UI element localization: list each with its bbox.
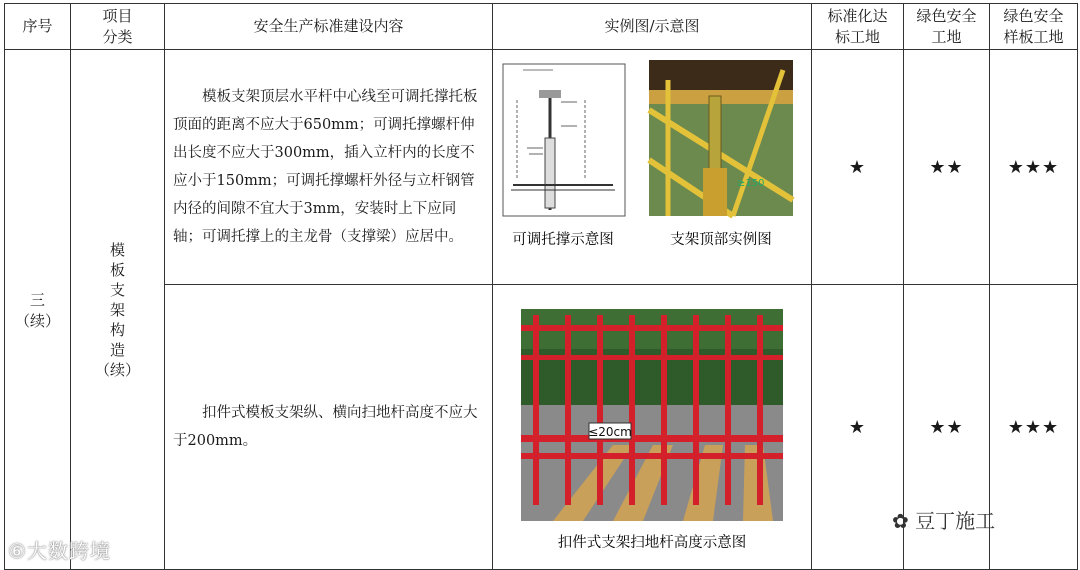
- level2-rating: ★★: [904, 50, 990, 285]
- caption-diagram: 可调托撑示意图: [512, 232, 614, 248]
- scaffold-pipe: [565, 315, 571, 505]
- level3-rating: ★★★: [990, 285, 1078, 570]
- header-example: 实例图/示意图: [493, 4, 812, 50]
- category-char: 造: [109, 340, 125, 359]
- scaffold-pipe: [757, 315, 763, 505]
- standards-table: [4, 3, 1078, 570]
- wechat-icon: ✿: [892, 509, 909, 533]
- category-char: 板: [109, 260, 125, 279]
- watermark-right-text: 豆丁施工: [915, 509, 996, 533]
- table-row: [5, 50, 1078, 285]
- section-number: 三 （续）: [5, 50, 71, 570]
- scaffold-pipe: [597, 315, 603, 505]
- example-cell: [493, 285, 812, 570]
- requirement-cell: [165, 285, 493, 570]
- category-char: 支: [109, 280, 125, 299]
- requirement-cell: [165, 50, 493, 285]
- support-top-photo: [649, 60, 793, 216]
- category-char: 构: [109, 320, 125, 339]
- level1-rating: ★: [812, 285, 904, 570]
- header-level1: 标准化达标工地: [812, 4, 904, 50]
- header-level3: 绿色安全样板工地: [990, 4, 1078, 50]
- support-diagram: [503, 64, 625, 216]
- level3-rating: ★★★: [990, 50, 1078, 285]
- header-level2: 绿色安全工地: [904, 4, 990, 50]
- scaffold-pipe: [693, 315, 699, 505]
- caption-sweeping-rod: 扣件式支架扫地杆高度示意图: [557, 535, 747, 551]
- example-figures: [493, 50, 811, 284]
- category-char: 架: [109, 300, 125, 319]
- scaffold-pipe: [725, 315, 731, 505]
- svg-text:≥150: ≥150: [737, 178, 765, 189]
- category-char: （续）: [94, 360, 140, 379]
- category-text: [71, 240, 164, 380]
- scaffold-pipe: [533, 315, 539, 505]
- requirement-text: 扣件式模板支架纵、横向扫地杆高度不应大于200mm。: [173, 405, 478, 449]
- sweeping-rod-render: [521, 309, 783, 521]
- requirement-text: 模板支架顶层水平杆中心线至可调托撑托板顶面的距离不应大于650mm；可调托撑螺杆伸出长度不应大于300mm，插入立杆内的长度不应小于150mm；可调托撑螺杆外径与立杆钢管内径的间隙不宜大于3mm，安装时上下应同轴；可调托撑上的主龙骨（支撑梁）应居中。: [173, 89, 478, 245]
- category-cell: [71, 50, 165, 570]
- header-category: 项目分类: [71, 4, 165, 50]
- caption-photo: 支架顶部实例图: [670, 232, 772, 248]
- scaffold-pipe: [661, 315, 667, 505]
- category-char: 模: [109, 240, 125, 259]
- watermark-left: ⑥大数跨境: [8, 539, 111, 563]
- example-cell: [493, 50, 812, 285]
- level1-rating: ★: [812, 50, 904, 285]
- scaffold-pipe: [629, 315, 635, 505]
- header-no: 序号: [5, 4, 71, 50]
- header-content: 安全生产标准建设内容: [165, 4, 493, 50]
- watermark-right: [892, 505, 995, 534]
- header-row: [5, 4, 1078, 50]
- example-figures: [493, 285, 811, 569]
- level2-rating: ★★: [904, 285, 990, 570]
- svg-text:≤20cm: ≤20cm: [588, 425, 632, 439]
